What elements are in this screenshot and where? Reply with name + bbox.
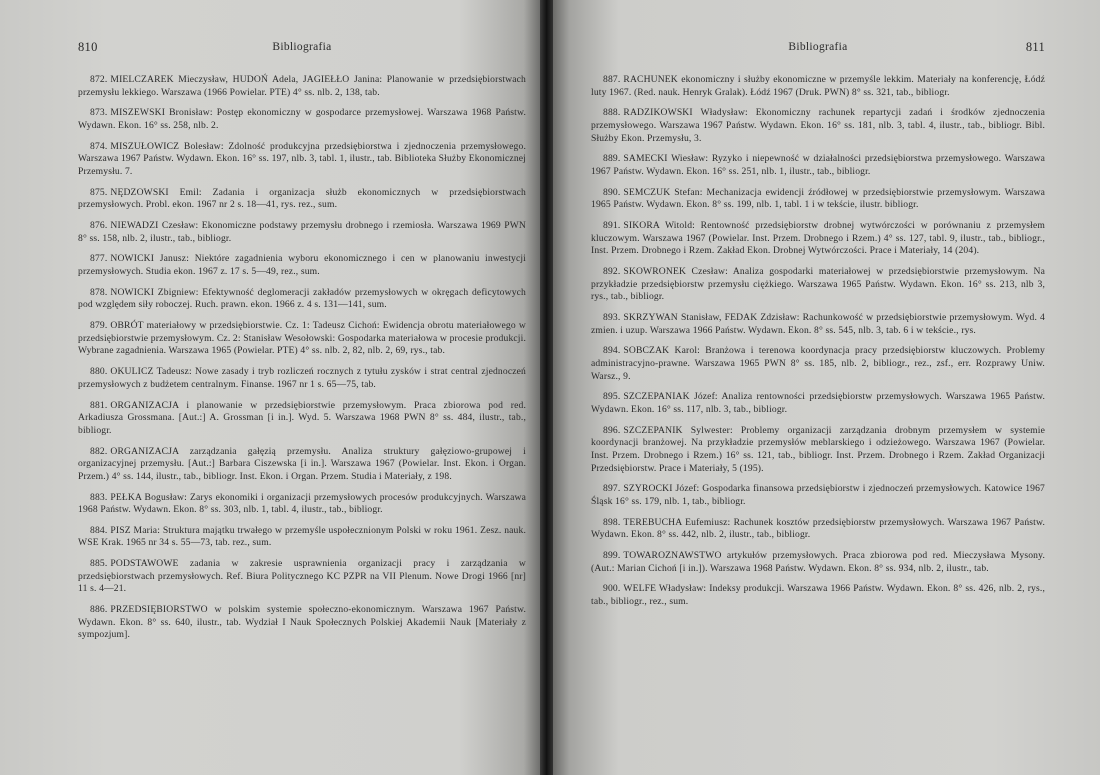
bibliography-entry xyxy=(591,583,1045,608)
entry-number: 876. xyxy=(90,220,108,232)
entry-number: 890. xyxy=(603,186,621,198)
bibliography-entry xyxy=(591,425,1045,475)
entry-text: NOWICKI Zbigniew: Efektywność deglomeracji zakładów przemysłowych w okręgach deficytowych pod względem siły roboczej. Ruch. prawn. ekon. 1966 z. 4 s. 131—141, sum. xyxy=(78,286,526,311)
entry-list xyxy=(78,74,526,642)
entry-number: 896. xyxy=(603,424,621,436)
right-page-header xyxy=(591,40,1045,58)
entry-number: 875. xyxy=(90,186,108,198)
entry-number: 897. xyxy=(603,483,621,495)
entry-text: SZCZEPANIAK Józef: Analiza rentowności przedsiębiorstw przemysłowych. Warszawa 1965 Państw. Wydawn. Ekon. 16° ss. 117, nlb. 3, tab., bibliogr. xyxy=(591,391,1045,415)
entry-text: PEŁKA Bogusław: Zarys ekonomiki i organizacji przemysłowych procesów produkcyjnych. Warszawa 1968 Państw. Wydawn. Ekon. 8° ss. 303, nlb. 1, tabl. 4, ilustr., tab., bibliogr. xyxy=(78,491,526,516)
bibliography-entry xyxy=(591,517,1045,542)
entry-text: RACHUNEK ekonomiczny i służby ekonomiczne w przemyśle lekkim. Materiały na konferencję, Łódź luty 1967. (Red. nauk. Henryk Gralak). Łódź 1967 (Druk. PWN) 8° ss. 321, tab., bibliogr. xyxy=(591,74,1045,98)
entry-text: SEMCZUK Stefan: Mechanizacja ewidencji źródłowej w przedsiębiorstwie przemysłowym. Warszawa 1965 Państw. Wydawn. Ekon. 8° ss. 199, nlb. 1, tabl. 1 i w tekście, ilustr. bibliogr. xyxy=(591,186,1045,211)
entry-text: SOBCZAK Karol: Branżowa i terenowa koordynacja pracy przedsiębiorstw kluczowych. Problemy administracyjno-prawne. Warszawa 1965 PWN 8° ss. 185, nlb. 2, bibliogr., rez., zsf., err. Rozprawy Uniw. Warsz., 9. xyxy=(591,345,1045,382)
entry-number: 874. xyxy=(90,140,108,152)
entry-number: 883. xyxy=(90,491,108,503)
entry-text: NIEWADZI Czesław: Ekonomiczne podstawy przemysłu drobnego i rzemiosła. Warszawa 1969 PWN 8° ss. 158, nlb. 2, ilustr., tab., bibliogr. xyxy=(78,220,526,244)
bibliography-entry xyxy=(591,220,1045,258)
bibliography-entry xyxy=(78,320,526,358)
entry-text: PISZ Maria: Struktura majątku trwałego w przemyśle uspołecznionym Polski w roku 1961. Zesz. nauk. WSE Krak. 1965 nr 34 s. 55—73, tab. rez., sum. xyxy=(78,524,526,549)
bibliography-entry xyxy=(591,107,1045,145)
entry-number: 878. xyxy=(90,286,108,298)
bibliography-entry xyxy=(78,141,526,179)
entry-text: RADZIKOWSKI Władysław: Ekonomiczny rachunek repartycji zadań i środków zjednoczenia przemysłowego. Warszawa 1967 Państw. Wydawn. Ekon. 16° ss. 181, nlb. 3, tabl. 4, ilustr., tab., bibliogr. Bibl. Służby Ekon. Przemysłu, 3. xyxy=(591,107,1045,144)
entry-list xyxy=(591,74,1045,609)
entry-text: PRZEDSIĘBIORSTWO w polskim systemie społeczno-ekonomicznym. Warszawa 1967 Państw. Wydawn. Ekon. 8° ss. 640, ilustr., tab. Wydział I Nauk Społecznych Polskiej Akademii Nauk [Materiały z sympozjum]. xyxy=(78,604,526,641)
entry-text: SZYROCKI Józef: Gospodarka finansowa przedsiębiorstw i zjednoczeń przemysłowych. Katowice 1967 Śląsk 16° ss. 179, nlb. 1, tab., bibliogr. xyxy=(591,483,1045,507)
entry-number: 887. xyxy=(603,74,621,85)
bibliography-entry xyxy=(591,74,1045,99)
entry-number: 881. xyxy=(90,399,108,411)
bibliography-entry xyxy=(591,345,1045,383)
bibliography-entry xyxy=(591,266,1045,304)
bibliography-entry xyxy=(591,153,1045,178)
bibliography-entry xyxy=(78,220,526,245)
entry-number: 880. xyxy=(90,366,108,378)
entry-text: ORGANIZACJA i planowanie w przedsiębiorstwie przemysłowym. Praca zbiorowa pod red. Arkadiusza Grossmana. [Aut.:] A. Grossman [i in.]. Wyd. 5. Warszawa 1968 PWN 8° ss. 484, ilustr., tab., bibliogr. xyxy=(78,399,526,436)
bibliography-entry xyxy=(78,446,526,484)
entry-number: 873. xyxy=(90,107,108,119)
page-number: 811 xyxy=(1025,40,1045,54)
entry-number: 872. xyxy=(90,74,108,85)
entry-text: SKRZYWAN Stanisław, FEDAK Zdzisław: Rachunkowość w przedsiębiorstwie przemysłowym. Wyd. 4 zmien. i uzup. Warszawa 1966 Państw. Wydawn. Ekon. 8° ss. 545, nlb. 3, tab. 6 i w tekście., rys. xyxy=(591,312,1045,336)
entry-number: 889. xyxy=(603,153,621,165)
entry-number: 885. xyxy=(90,558,108,570)
entry-number: 899. xyxy=(603,550,621,562)
page-number: 810 xyxy=(78,40,98,54)
entry-text: PODSTAWOWE zadania w zakresie usprawnienia organizacji pracy i zarządzania w przedsiębiorstwach przemysłowych. Ref. Biura Politycznego KC PZPR na VII Plenum. Nowe Drogi 1966 [nr] 11 s. 4—21. xyxy=(78,558,526,595)
bibliography-entry xyxy=(78,604,526,642)
bibliography-entry xyxy=(78,492,526,517)
bibliography-entry xyxy=(591,391,1045,416)
left-page xyxy=(0,0,540,775)
entry-number: 893. xyxy=(603,312,621,324)
entry-text: WELFE Władysław: Indeksy produkcji. Warszawa 1966 Państw. Wydawn. Ekon. 8° ss. 426, nlb. 2, rys., tab., bibliogr., rez., sum. xyxy=(591,583,1045,608)
entry-number: 891. xyxy=(603,220,621,232)
entry-text: MISZUŁOWICZ Bolesław: Zdolność produkcyjna przedsiębiorstwa i zjednoczenia przemysłowego. Warszawa 1967 Państw. Wydawn. Ekon. 16° ss. 197, nlb. 3, tabl. 1, ilustr., tab. Biblioteka Służby Ekonomicznej Przemysłu. 7. xyxy=(78,140,526,177)
entry-number: 877. xyxy=(90,253,108,265)
bibliography-entry xyxy=(591,483,1045,508)
entry-text: SIKORA Witold: Rentowność przedsiębiorstw drobnej wytwórczości w porównaniu z przemysłem kluczowym. Warszawa 1967 (Powielar. Inst. Przem. Drobnego i Rzem.) 4° ss. 127, tabl. 9, ilustr., tab., bibliogr., Inst. Przem. Drobnego i Rzem. Zakład Ekon. Drobnej Wytwórczości. Prace i Materiały, 14 (204). xyxy=(591,220,1045,257)
entry-number: 892. xyxy=(603,266,621,278)
right-page xyxy=(553,0,1100,775)
entry-text: SKOWRONEK Czesław: Analiza gospodarki materiałowej w przedsiębiorstwie przemysłowym. Na przykładzie przedsiębiorstw przemysłu ciężkiego. Warszawa 1965 Państw. Wydawn. Ekon. 16° ss. 213, nlb 3, rys., tab., bibliogr. xyxy=(591,266,1045,303)
bibliography-entry xyxy=(78,253,526,278)
bibliography-entry xyxy=(78,287,526,312)
bibliography-entry xyxy=(78,400,526,438)
entry-text: MISZEWSKI Bronisław: Postęp ekonomiczny w gospodarce przemysłowej. Warszawa 1968 Państw. Wydawn. Ekon. 16° ss. 258, nlb. 2. xyxy=(78,107,526,131)
entry-text: OBRÓT materiałowy w przedsiębiorstwie. Cz. 1: Tadeusz Cichoń: Ewidencja obrotu materiałowego w przedsiębiorstwie przemysłowym. Cz. 2: Stanisław Wesołowski: Gospodarka materiałowa w procesie produkcji. Wybrane zagadnienia. Warszawa 1965 (Powielar. PTE) 4° ss. nlb. 2, 82, nlb. 2, 69, rys., tab. xyxy=(78,320,526,357)
running-title: Bibliografia xyxy=(788,41,848,53)
entry-text: MIELCZAREK Mieczysław, HUDOŃ Adela, JAGIEŁŁO Janina: Planowanie w przedsiębiorstwach przemysłu lekkiego. Warszawa (1966 Powielar. PTE) 4° ss. nlb. 2, 138, tab. xyxy=(78,74,526,98)
bibliography-entry xyxy=(591,187,1045,212)
entry-number: 879. xyxy=(90,320,108,332)
bibliography-entry xyxy=(78,187,526,212)
entry-number: 888. xyxy=(603,107,621,119)
entry-text: NĘDZOWSKI Emil: Zadania i organizacja służb ekonomicznych w przedsiębiorstwach przemysłowych. Probl. ekon. 1967 nr 2 s. 18—41, rys. rez., sum. xyxy=(78,186,526,211)
entry-text: NOWICKI Janusz: Niektóre zagadnienia wyboru ekonomicznego i cen w planowaniu inwestycji przemysłowych. Studia ekon. 1967 z. 17 s. 5—49, rez., sum. xyxy=(78,253,526,278)
running-title: Bibliografia xyxy=(272,41,332,53)
entry-number: 884. xyxy=(90,524,108,536)
entry-text: TOWAROZNAWSTWO artykułów przemysłowych. Praca zbiorowa pod red. Mieczysława Mysony. (Aut.: Marian Cichoń [i in.]). Warszawa 1968 Państw. Wydawn. Ekon. 8° ss. 934, nlb. 2, ilustr., tab. xyxy=(591,550,1045,574)
bibliography-entry xyxy=(78,74,526,99)
book-gutter xyxy=(540,0,553,775)
entry-number: 900. xyxy=(603,583,621,595)
entry-number: 895. xyxy=(603,391,621,403)
entry-number: 894. xyxy=(603,345,621,357)
entry-text: SAMECKI Wiesław: Ryzyko i niepewność w działalności przedsiębiorstwa przemysłowego. Warszawa 1967 Państw. Wydawn. Ekon. 16° ss. 251, nlb. 1, ilustr., tab., bibliogr. xyxy=(591,153,1045,177)
entry-text: OKULICZ Tadeusz: Nowe zasady i tryb rozliczeń rocznych z tytułu zysków i strat central zjednoczeń przemysłowych z budżetem centralnym. Finanse. 1967 nr 1 s. 65—75, tab. xyxy=(78,366,526,390)
entry-number: 886. xyxy=(90,604,108,616)
bibliography-entry xyxy=(78,558,526,596)
bibliography-entry xyxy=(78,525,526,550)
bibliography-entry xyxy=(78,366,526,391)
entry-text: SZCZEPANIK Sylwester: Problemy organizacji zarządzania drobnym przemysłem w systemie koordynacji branżowej. Na przykładzie przemysłów meblarskiego i odzieżowego. Warszawa 1967 (Powielar. Inst. Przem. Drobnego i Rzem.) 16° ss. 121, tab., bibliogr. Inst. Przem. Drobnego i Rzem. Zakład Organizacji Przedsiębiorstw. Prace i Materiały, 5 (195). xyxy=(591,424,1045,474)
entry-number: 882. xyxy=(90,445,108,457)
entry-text: TEREBUCHA Eufemiusz: Rachunek kosztów przedsiębiorstw przemysłowych. Warszawa 1967 Państw. Wydawn. Ekon. 8° ss. 442, nlb. 2, ilustr., tab., bibliogr. xyxy=(591,516,1045,541)
bibliography-entry xyxy=(591,312,1045,337)
left-page-header xyxy=(78,40,526,58)
bibliography-entry xyxy=(78,107,526,132)
entry-number: 898. xyxy=(603,516,621,528)
entry-text: ORGANIZACJA zarządzania gałęzią przemysłu. Analiza struktury gałęziowo-grupowej i organizacyjnej przemysłu. [Aut.:] Barbara Ciszewska [i in.]. Warszawa 1967 (Powielar. Inst. Ekon. i Organ. Przem.) 4° ss. 144, ilustr., tab., bibliogr. Inst. Ekon. i Organ. Przem. Studia i Materiały, z 198. xyxy=(78,445,526,482)
bibliography-entry xyxy=(591,550,1045,575)
